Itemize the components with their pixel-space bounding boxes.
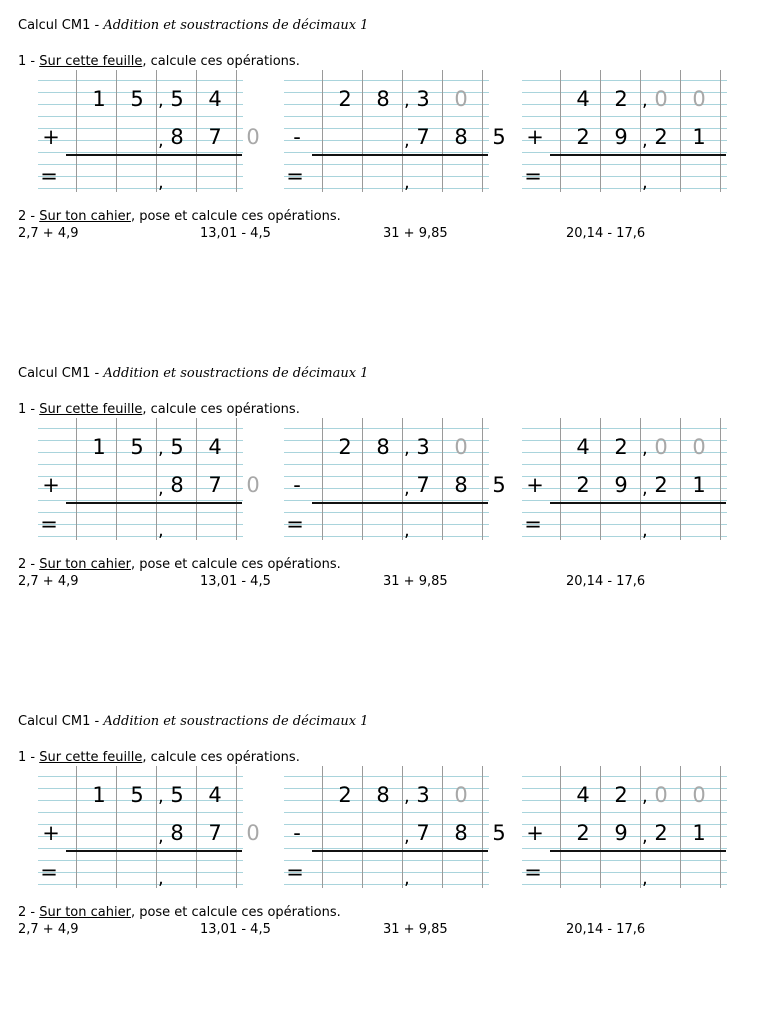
grid-line xyxy=(284,80,489,81)
grid-line xyxy=(284,536,489,537)
section-2-number: 2 - xyxy=(18,557,40,572)
grid-column-line xyxy=(560,70,561,192)
section-1-rest: , calcule ces opérations. xyxy=(142,54,300,69)
operation-item: 13,01 - 4,5 xyxy=(200,922,271,937)
decimal-comma: , xyxy=(404,826,410,847)
decimal-comma: , xyxy=(158,130,164,151)
digit: 2 xyxy=(338,87,352,111)
digit: 5 xyxy=(492,473,506,497)
decimal-comma: , xyxy=(642,478,648,499)
digit: 4 xyxy=(576,435,590,459)
digit: 1 xyxy=(692,473,706,497)
section-1-underlined: Sur cette feuille xyxy=(39,750,143,765)
digit: 1 xyxy=(692,125,706,149)
digit: 3 xyxy=(416,783,430,807)
grid-line xyxy=(522,464,727,465)
digit: 4 xyxy=(208,435,222,459)
decimal-comma: , xyxy=(404,520,410,541)
operation-grid xyxy=(284,766,506,889)
grid-line xyxy=(38,80,243,81)
grid-line xyxy=(38,884,243,885)
sum-rule xyxy=(312,850,488,852)
sum-rule xyxy=(550,502,726,504)
sum-rule xyxy=(550,154,726,156)
grid-line xyxy=(284,164,489,165)
section-2-rest: , pose et calcule ces opérations. xyxy=(130,557,341,572)
operation-item: 31 + 9,85 xyxy=(383,226,448,241)
grid-line xyxy=(38,524,243,525)
digit: 0 xyxy=(654,435,668,459)
section-2-underlined: Sur ton cahier xyxy=(39,209,131,224)
grid-line xyxy=(38,848,243,849)
digit: 0 xyxy=(692,435,706,459)
operation-grid xyxy=(522,766,727,888)
grid-line xyxy=(522,428,727,429)
grid-line xyxy=(38,512,243,513)
digit: 9 xyxy=(614,821,628,845)
operation-item: 2,7 + 4,9 xyxy=(18,922,79,937)
digit: 8 xyxy=(454,125,468,149)
digit: 8 xyxy=(170,125,184,149)
operation-item: 20,14 - 17,6 xyxy=(566,574,646,589)
decimal-comma: , xyxy=(404,478,410,499)
digit: 5 xyxy=(492,125,506,149)
operation-item: 31 + 9,85 xyxy=(383,574,448,589)
section-2-underlined: Sur ton cahier xyxy=(39,905,131,920)
decimal-comma: , xyxy=(642,868,648,889)
digit: 0 xyxy=(246,473,260,497)
grid-column-line xyxy=(156,418,157,540)
digit: 3 xyxy=(416,87,430,111)
sum-rule xyxy=(550,850,726,852)
digit: 0 xyxy=(246,821,260,845)
section-2-instruction xyxy=(18,209,341,224)
grid-line xyxy=(522,188,727,189)
grid-column-line xyxy=(560,418,561,540)
digit: 1 xyxy=(92,435,106,459)
grid-line xyxy=(522,176,727,177)
grid-column-line xyxy=(402,766,403,888)
decimal-comma: , xyxy=(642,90,648,111)
operator-sign: - xyxy=(293,473,301,497)
digit: 5 xyxy=(170,783,184,807)
grid-line xyxy=(284,176,489,177)
digit: 5 xyxy=(130,87,144,111)
digit: 0 xyxy=(654,87,668,111)
digit: 5 xyxy=(170,435,184,459)
digit: 4 xyxy=(576,87,590,111)
digit: 5 xyxy=(130,435,144,459)
title-plain: Calcul CM1 - xyxy=(18,366,104,381)
operation-grid xyxy=(38,418,260,541)
section-1-rest: , calcule ces opérations. xyxy=(142,402,300,417)
grid-line xyxy=(522,860,727,861)
grid-column-line xyxy=(322,418,323,540)
digit: 2 xyxy=(576,821,590,845)
digit: 8 xyxy=(170,821,184,845)
title-italic: Addition et soustractions de décimaux 1 xyxy=(103,714,369,729)
digit: 9 xyxy=(614,473,628,497)
grid-column-line xyxy=(402,70,403,192)
grid-column-line xyxy=(560,766,561,888)
grid-line xyxy=(522,116,727,117)
operation-grid xyxy=(284,70,506,193)
digit: 7 xyxy=(416,125,430,149)
grid-line xyxy=(522,884,727,885)
equals-sign: = xyxy=(524,512,542,536)
decimal-comma: , xyxy=(404,130,410,151)
digit: 0 xyxy=(454,783,468,807)
operation-item: 20,14 - 17,6 xyxy=(566,226,646,241)
grid-line xyxy=(38,500,243,501)
grid-line xyxy=(522,164,727,165)
digit: 7 xyxy=(208,821,222,845)
grid-line xyxy=(284,848,489,849)
equals-sign: = xyxy=(286,512,304,536)
grid-column-line xyxy=(640,766,641,888)
grid-line xyxy=(284,860,489,861)
decimal-comma: , xyxy=(404,868,410,889)
decimal-comma: , xyxy=(404,438,410,459)
digit: 0 xyxy=(454,435,468,459)
decimal-comma: , xyxy=(158,826,164,847)
digit: 8 xyxy=(454,473,468,497)
section-2-instruction xyxy=(18,905,341,920)
decimal-comma: , xyxy=(158,868,164,889)
section-1-instruction xyxy=(18,402,300,417)
digit: 8 xyxy=(376,87,390,111)
grid-column-line xyxy=(322,70,323,192)
exercise-block xyxy=(0,348,768,648)
decimal-comma: , xyxy=(158,438,164,459)
digit: 2 xyxy=(338,783,352,807)
grid-line xyxy=(284,428,489,429)
grid-line xyxy=(284,812,489,813)
exercise-block xyxy=(0,696,768,996)
equals-sign: = xyxy=(524,164,542,188)
grid-column-line xyxy=(720,766,721,888)
grid-column-line xyxy=(402,418,403,540)
grid-line xyxy=(522,536,727,537)
grid-line xyxy=(38,464,243,465)
grid-line xyxy=(38,152,243,153)
digit: 8 xyxy=(376,435,390,459)
grid-line xyxy=(38,860,243,861)
exercise-title xyxy=(18,366,368,381)
digit: 2 xyxy=(614,435,628,459)
section-2-number: 2 - xyxy=(18,905,40,920)
operator-sign: + xyxy=(42,125,60,149)
sum-rule xyxy=(66,502,242,504)
sum-rule xyxy=(66,154,242,156)
grid-line xyxy=(284,872,489,873)
operation-grid xyxy=(38,766,260,889)
section-2-rest: , pose et calcule ces opérations. xyxy=(130,209,341,224)
digit: 7 xyxy=(208,473,222,497)
sum-rule xyxy=(66,850,242,852)
operation-grid xyxy=(522,418,727,540)
grid-line xyxy=(522,80,727,81)
operator-sign: - xyxy=(293,125,301,149)
digit: 7 xyxy=(416,821,430,845)
grid-column-line xyxy=(76,766,77,888)
grid-line xyxy=(284,884,489,885)
exercise-title xyxy=(18,714,368,729)
decimal-comma: , xyxy=(642,130,648,151)
grid-line xyxy=(522,872,727,873)
section-2-underlined: Sur ton cahier xyxy=(39,557,131,572)
digit: 0 xyxy=(454,87,468,111)
title-italic: Addition et soustractions de décimaux 1 xyxy=(103,366,369,381)
operation-item: 2,7 + 4,9 xyxy=(18,574,79,589)
digit: 1 xyxy=(92,87,106,111)
decimal-comma: , xyxy=(158,520,164,541)
grid-line xyxy=(284,116,489,117)
grid-line xyxy=(38,428,243,429)
digit: 1 xyxy=(92,783,106,807)
grid-line xyxy=(38,188,243,189)
sum-rule xyxy=(312,154,488,156)
digit: 4 xyxy=(208,87,222,111)
grid-line xyxy=(284,464,489,465)
grid-line xyxy=(38,176,243,177)
digit: 9 xyxy=(614,125,628,149)
digit: 5 xyxy=(170,87,184,111)
decimal-comma: , xyxy=(158,172,164,193)
digit: 1 xyxy=(692,821,706,845)
digit: 0 xyxy=(246,125,260,149)
exercise-title xyxy=(18,18,368,33)
sum-rule xyxy=(312,502,488,504)
grid-line xyxy=(284,524,489,525)
section-1-instruction xyxy=(18,54,300,69)
grid-line xyxy=(38,776,243,777)
operation-item: 2,7 + 4,9 xyxy=(18,226,79,241)
section-2-number: 2 - xyxy=(18,209,40,224)
title-italic: Addition et soustractions de décimaux 1 xyxy=(103,18,369,33)
digit: 3 xyxy=(416,435,430,459)
digit: 5 xyxy=(492,821,506,845)
section-2-rest: , pose et calcule ces opérations. xyxy=(130,905,341,920)
equals-sign: = xyxy=(286,860,304,884)
equals-sign: = xyxy=(286,164,304,188)
section-1-rest: , calcule ces opérations. xyxy=(142,750,300,765)
section-2-instruction xyxy=(18,557,341,572)
operation-item: 20,14 - 17,6 xyxy=(566,922,646,937)
digit: 2 xyxy=(654,473,668,497)
equals-sign: = xyxy=(524,860,542,884)
decimal-comma: , xyxy=(642,438,648,459)
digit: 8 xyxy=(170,473,184,497)
operation-grid xyxy=(38,70,260,193)
digit: 2 xyxy=(614,783,628,807)
decimal-comma: , xyxy=(404,786,410,807)
operator-sign: + xyxy=(526,125,544,149)
grid-column-line xyxy=(156,70,157,192)
decimal-comma: , xyxy=(404,90,410,111)
decimal-comma: , xyxy=(158,478,164,499)
section-1-underlined: Sur cette feuille xyxy=(39,54,143,69)
grid-line xyxy=(522,152,727,153)
digit: 8 xyxy=(454,821,468,845)
operation-item: 13,01 - 4,5 xyxy=(200,574,271,589)
grid-column-line xyxy=(720,70,721,192)
digit: 2 xyxy=(654,821,668,845)
decimal-comma: , xyxy=(158,90,164,111)
operator-sign: + xyxy=(526,821,544,845)
digit: 0 xyxy=(692,87,706,111)
digit: 2 xyxy=(614,87,628,111)
decimal-comma: , xyxy=(642,826,648,847)
grid-line xyxy=(522,500,727,501)
grid-column-line xyxy=(322,766,323,888)
grid-column-line xyxy=(720,418,721,540)
digit: 4 xyxy=(208,783,222,807)
section-1-instruction xyxy=(18,750,300,765)
grid-column-line xyxy=(640,418,641,540)
grid-line xyxy=(522,848,727,849)
grid-line xyxy=(284,500,489,501)
grid-line xyxy=(38,116,243,117)
title-plain: Calcul CM1 - xyxy=(18,18,104,33)
operation-item: 31 + 9,85 xyxy=(383,922,448,937)
digit: 4 xyxy=(576,783,590,807)
section-1-number: 1 - xyxy=(18,54,40,69)
operator-sign: + xyxy=(42,473,60,497)
grid-column-line xyxy=(640,70,641,192)
equals-sign: = xyxy=(40,860,58,884)
digit: 0 xyxy=(692,783,706,807)
equals-sign: = xyxy=(40,164,58,188)
grid-line xyxy=(38,164,243,165)
operation-item: 13,01 - 4,5 xyxy=(200,226,271,241)
grid-line xyxy=(284,188,489,189)
grid-line xyxy=(522,524,727,525)
operator-sign: + xyxy=(526,473,544,497)
grid-column-line xyxy=(76,418,77,540)
decimal-comma: , xyxy=(642,786,648,807)
grid-line xyxy=(284,152,489,153)
digit: 2 xyxy=(654,125,668,149)
grid-line xyxy=(38,536,243,537)
grid-line xyxy=(38,872,243,873)
grid-line xyxy=(284,776,489,777)
grid-line xyxy=(284,512,489,513)
grid-line xyxy=(38,812,243,813)
title-plain: Calcul CM1 - xyxy=(18,714,104,729)
equals-sign: = xyxy=(40,512,58,536)
operation-grid xyxy=(522,70,727,192)
digit: 7 xyxy=(416,473,430,497)
section-1-underlined: Sur cette feuille xyxy=(39,402,143,417)
digit: 5 xyxy=(130,783,144,807)
grid-column-line xyxy=(76,70,77,192)
section-1-number: 1 - xyxy=(18,402,40,417)
digit: 8 xyxy=(376,783,390,807)
grid-line xyxy=(522,776,727,777)
digit: 2 xyxy=(338,435,352,459)
operation-grid xyxy=(284,418,506,541)
digit: 2 xyxy=(576,473,590,497)
decimal-comma: , xyxy=(404,172,410,193)
section-1-number: 1 - xyxy=(18,750,40,765)
grid-line xyxy=(522,512,727,513)
operator-sign: + xyxy=(42,821,60,845)
decimal-comma: , xyxy=(642,520,648,541)
operator-sign: - xyxy=(293,821,301,845)
digit: 0 xyxy=(654,783,668,807)
decimal-comma: , xyxy=(642,172,648,193)
digit: 7 xyxy=(208,125,222,149)
grid-line xyxy=(522,812,727,813)
digit: 2 xyxy=(576,125,590,149)
exercise-block xyxy=(0,0,768,300)
grid-column-line xyxy=(156,766,157,888)
decimal-comma: , xyxy=(158,786,164,807)
